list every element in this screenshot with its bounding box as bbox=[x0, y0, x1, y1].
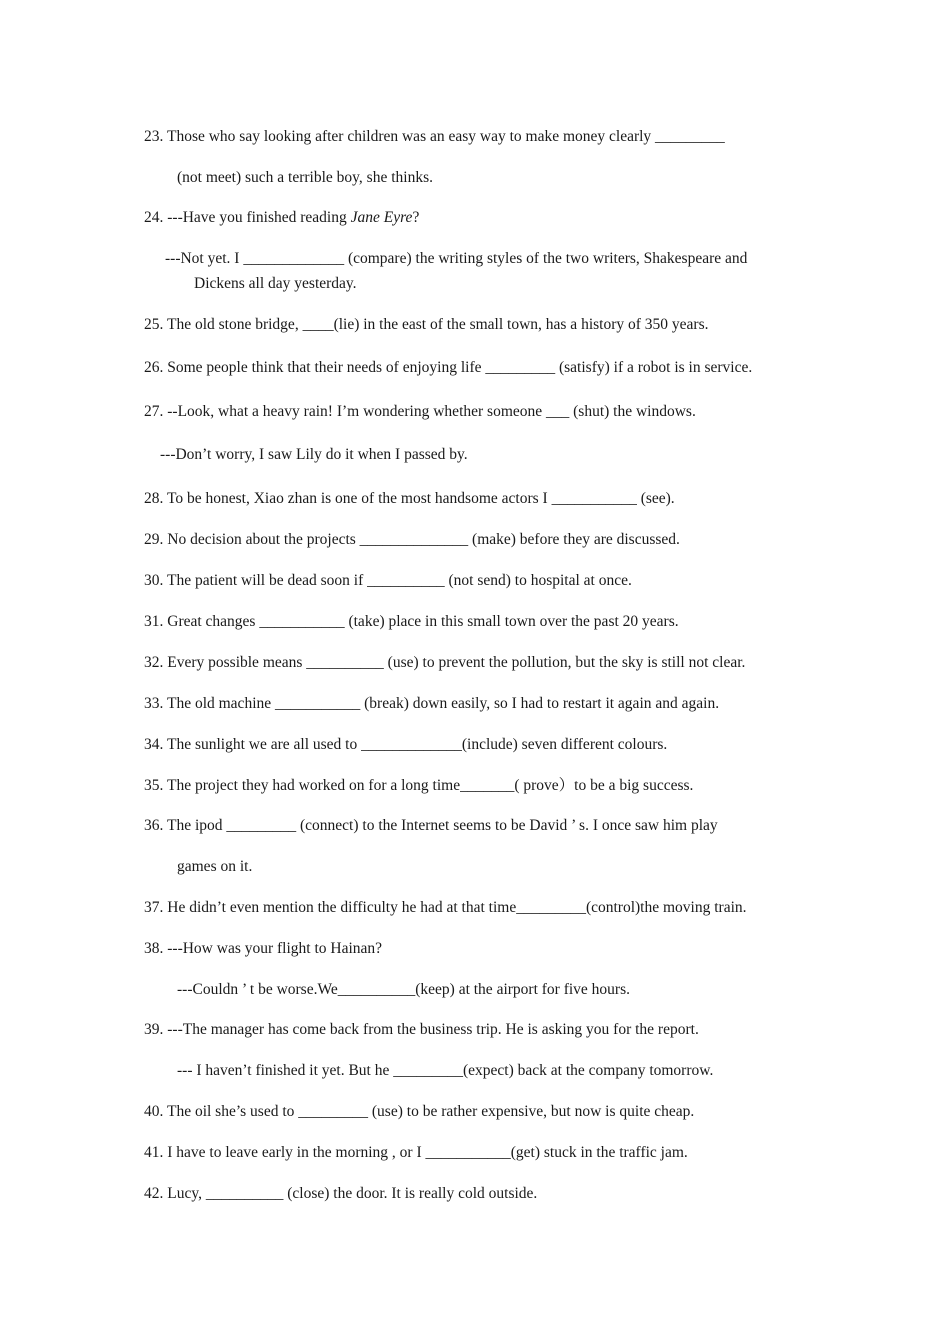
question-39-line-2: --- I haven’t finished it yet. But he _________(expect) back at the company tomorrow. bbox=[177, 1062, 714, 1079]
question-39-line-1: 39. ---The manager has come back from the business trip. He is asking you for the report. bbox=[144, 1021, 699, 1038]
question-32: 32. Every possible means __________ (use) to prevent the pollution, but the sky is still not clear. bbox=[144, 654, 746, 671]
question-38-line-1: 38. ---How was your flight to Hainan? bbox=[144, 940, 383, 957]
question-24-line-1 bbox=[144, 208, 814, 228]
question-27-line-1: 27. --Look, what a heavy rain! I’m wondering whether someone ___ (shut) the windows. bbox=[144, 403, 696, 420]
question-41: 41. I have to leave early in the morning , or I ___________(get) stuck in the traffic jam. bbox=[144, 1144, 688, 1161]
question-23-line-1: 23. Those who say looking after children was an easy way to make money clearly _________ bbox=[144, 128, 725, 145]
question-42: 42. Lucy, __________ (close) the door. It is really cold outside. bbox=[144, 1185, 538, 1202]
question-34: 34. The sunlight we are all used to _____________(include) seven different colours. bbox=[144, 736, 668, 753]
question-23-line-2: (not meet) such a terrible boy, she thinks. bbox=[177, 169, 433, 186]
question-38-line-2: ---Couldn ’ t be worse.We__________(keep) at the airport for five hours. bbox=[177, 981, 630, 998]
question-29: 29. No decision about the projects ______________ (make) before they are discussed. bbox=[144, 531, 680, 548]
question-37: 37. He didn’t even mention the difficulty he had at that time_________(control)the moving train. bbox=[144, 899, 747, 916]
question-40: 40. The oil she’s used to _________ (use) to be rather expensive, but now is quite cheap. bbox=[144, 1103, 695, 1120]
book-title: Jane Eyre bbox=[350, 209, 413, 226]
question-27-line-2: ---Don’t worry, I saw Lily do it when I passed by. bbox=[160, 446, 468, 463]
question-28: 28. To be honest, Xiao zhan is one of the most handsome actors I ___________ (see). bbox=[144, 490, 675, 507]
question-24-answer bbox=[165, 246, 807, 296]
question-36-line-1: 36. The ipod _________ (connect) to the Internet seems to be David ’ s. I once saw him play bbox=[144, 817, 718, 834]
question-24-text: 24. ---Have you finished reading bbox=[144, 209, 351, 226]
question-35: 35. The project they had worked on for a long time_______( prove）to be a big success. bbox=[144, 777, 694, 794]
question-36-line-2: games on it. bbox=[177, 858, 253, 875]
question-25: 25. The old stone bridge, ____(lie) in the east of the small town, has a history of 350 years. bbox=[144, 316, 709, 333]
question-31: 31. Great changes ___________ (take) place in this small town over the past 20 years. bbox=[144, 613, 679, 630]
question-24-line-2: ---Not yet. I _____________ (compare) the writing styles of the two writers, Shakespeare and bbox=[165, 250, 748, 267]
question-30: 30. The patient will be dead soon if __________ (not send) to hospital at once. bbox=[144, 572, 632, 589]
question-24-line-3: Dickens all day yesterday. bbox=[194, 275, 357, 292]
question-33: 33. The old machine ___________ (break) down easily, so I had to restart it again and again. bbox=[144, 695, 720, 712]
question-26: 26. Some people think that their needs of enjoying life _________ (satisfy) if a robot is in service. bbox=[144, 359, 753, 376]
question-24-mark: ? bbox=[412, 209, 420, 226]
